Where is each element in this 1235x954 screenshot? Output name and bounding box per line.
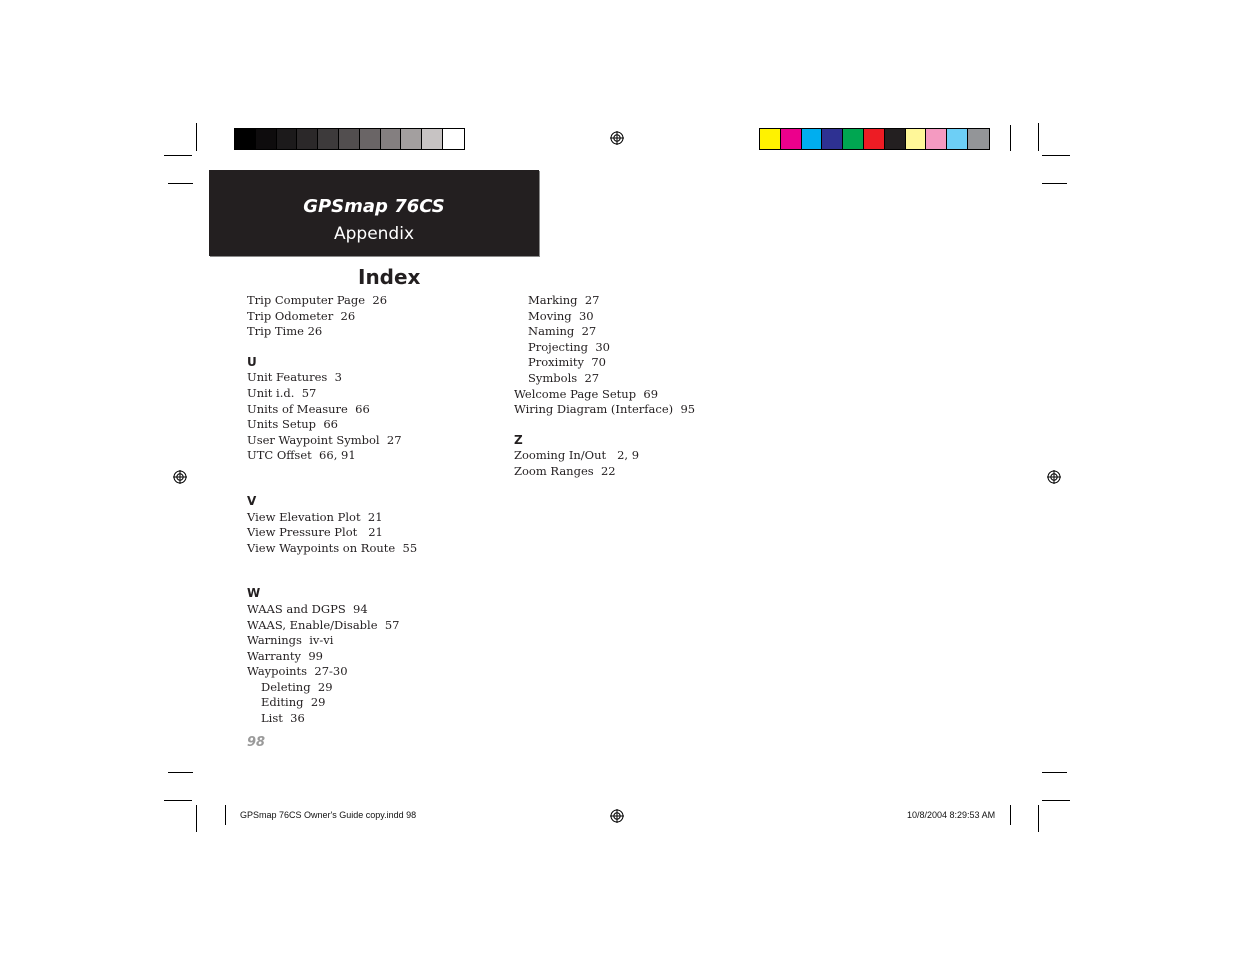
index-entry: View Waypoints on Route 55: [247, 540, 418, 555]
index-letter-heading: V: [247, 493, 257, 508]
crop-mark: [1042, 183, 1067, 184]
crop-mark: [164, 800, 192, 801]
crop-mark: [225, 805, 226, 825]
page-title: Index: [358, 265, 421, 289]
index-entry: Warnings iv-vi: [247, 633, 334, 648]
index-entry: Welcome Page Setup 69: [514, 386, 659, 401]
color-swatch: [297, 129, 318, 149]
registration-mark-icon: [1047, 470, 1061, 484]
index-column-right: [514, 293, 695, 480]
footer-filename: GPSmap 76CS Owner's Guide copy.indd 98: [240, 810, 417, 820]
index-subentry: Marking 27: [528, 293, 600, 307]
index-letter-heading: Z: [514, 432, 523, 447]
color-swatch: [256, 129, 277, 149]
color-swatch: [822, 129, 843, 149]
index-entry: WAAS and DGPS 94: [247, 601, 368, 616]
color-swatch: [781, 129, 802, 149]
index-letter-heading: W: [247, 586, 261, 601]
index-entry: User Waypoint Symbol 27: [247, 432, 402, 447]
crop-mark: [168, 772, 193, 773]
color-swatch: [760, 129, 781, 149]
crop-mark: [168, 183, 193, 184]
index-column-left: [247, 293, 417, 727]
crop-mark: [1042, 800, 1070, 801]
index-entry: Trip Time 26: [247, 324, 323, 339]
color-swatch: [843, 129, 864, 149]
index-entry: Warranty 99: [247, 648, 323, 663]
crop-mark: [1042, 155, 1070, 156]
color-swatch: [277, 129, 298, 149]
index-letter-heading: U: [247, 354, 257, 369]
chapter-name: Appendix: [333, 224, 415, 244]
index-entry: Units Setup 66: [247, 417, 338, 432]
index-entry: Waypoints 27-30: [247, 664, 348, 679]
index-entry: Trip Odometer 26: [247, 308, 356, 323]
crop-mark: [196, 805, 197, 832]
crop-mark: [1038, 123, 1039, 151]
color-swatch: [443, 129, 464, 149]
chapter-header: [209, 170, 539, 256]
color-swatch: [235, 129, 256, 149]
color-swatch: [885, 129, 906, 149]
color-swatch: [422, 129, 443, 149]
index-subentry: Deleting 29: [261, 679, 333, 694]
index-entry: Wiring Diagram (Interface) 95: [514, 402, 696, 417]
registration-mark-icon: [610, 131, 624, 145]
crop-mark: [1042, 772, 1067, 773]
index-entry: Unit Features 3: [247, 370, 342, 385]
index-entry: Zoom Ranges 22: [514, 463, 616, 478]
crop-mark: [1010, 125, 1011, 151]
index-subentry: Naming 27: [528, 324, 597, 339]
color-swatch: [906, 129, 927, 149]
crop-mark: [1038, 805, 1039, 832]
color-swatch: [381, 129, 402, 149]
crop-mark: [164, 155, 192, 156]
color-swatch: [401, 129, 422, 149]
index-entry: Trip Computer Page 26: [247, 293, 388, 307]
index-entry: Units of Measure 66: [247, 401, 370, 416]
color-swatch: [968, 129, 989, 149]
color-swatch: [864, 129, 885, 149]
index-subentry: Proximity 70: [528, 355, 606, 370]
index-entry: View Elevation Plot 21: [247, 509, 383, 524]
product-title: GPSmap 76CS: [303, 196, 445, 217]
gray-ramp-bar: [234, 128, 465, 150]
crop-mark: [196, 123, 197, 151]
index-entry: Zooming In/Out 2, 9: [514, 448, 640, 463]
page-number: 98: [247, 735, 266, 750]
process-color-bar: [759, 128, 990, 150]
color-swatch: [339, 129, 360, 149]
index-subentry: Editing 29: [261, 695, 326, 710]
color-swatch: [360, 129, 381, 149]
index-subentry: Projecting 30: [528, 339, 610, 354]
index-subentry: Symbols 27: [528, 370, 600, 385]
index-entry: UTC Offset 66, 91: [247, 448, 356, 463]
index-entry: Unit i.d. 57: [247, 385, 317, 400]
color-swatch: [926, 129, 947, 149]
index-entry: View Pressure Plot 21: [247, 525, 383, 540]
registration-mark-icon: [173, 470, 187, 484]
color-swatch: [802, 129, 823, 149]
footer-timestamp: 10/8/2004 8:29:53 AM: [907, 810, 996, 820]
crop-mark: [1010, 805, 1011, 825]
color-swatch: [947, 129, 968, 149]
index-entry: WAAS, Enable/Disable 57: [247, 617, 400, 632]
index-subentry: Moving 30: [528, 308, 594, 323]
registration-mark-icon: [610, 809, 624, 823]
index-subentry: List 36: [261, 711, 305, 726]
color-swatch: [318, 129, 339, 149]
